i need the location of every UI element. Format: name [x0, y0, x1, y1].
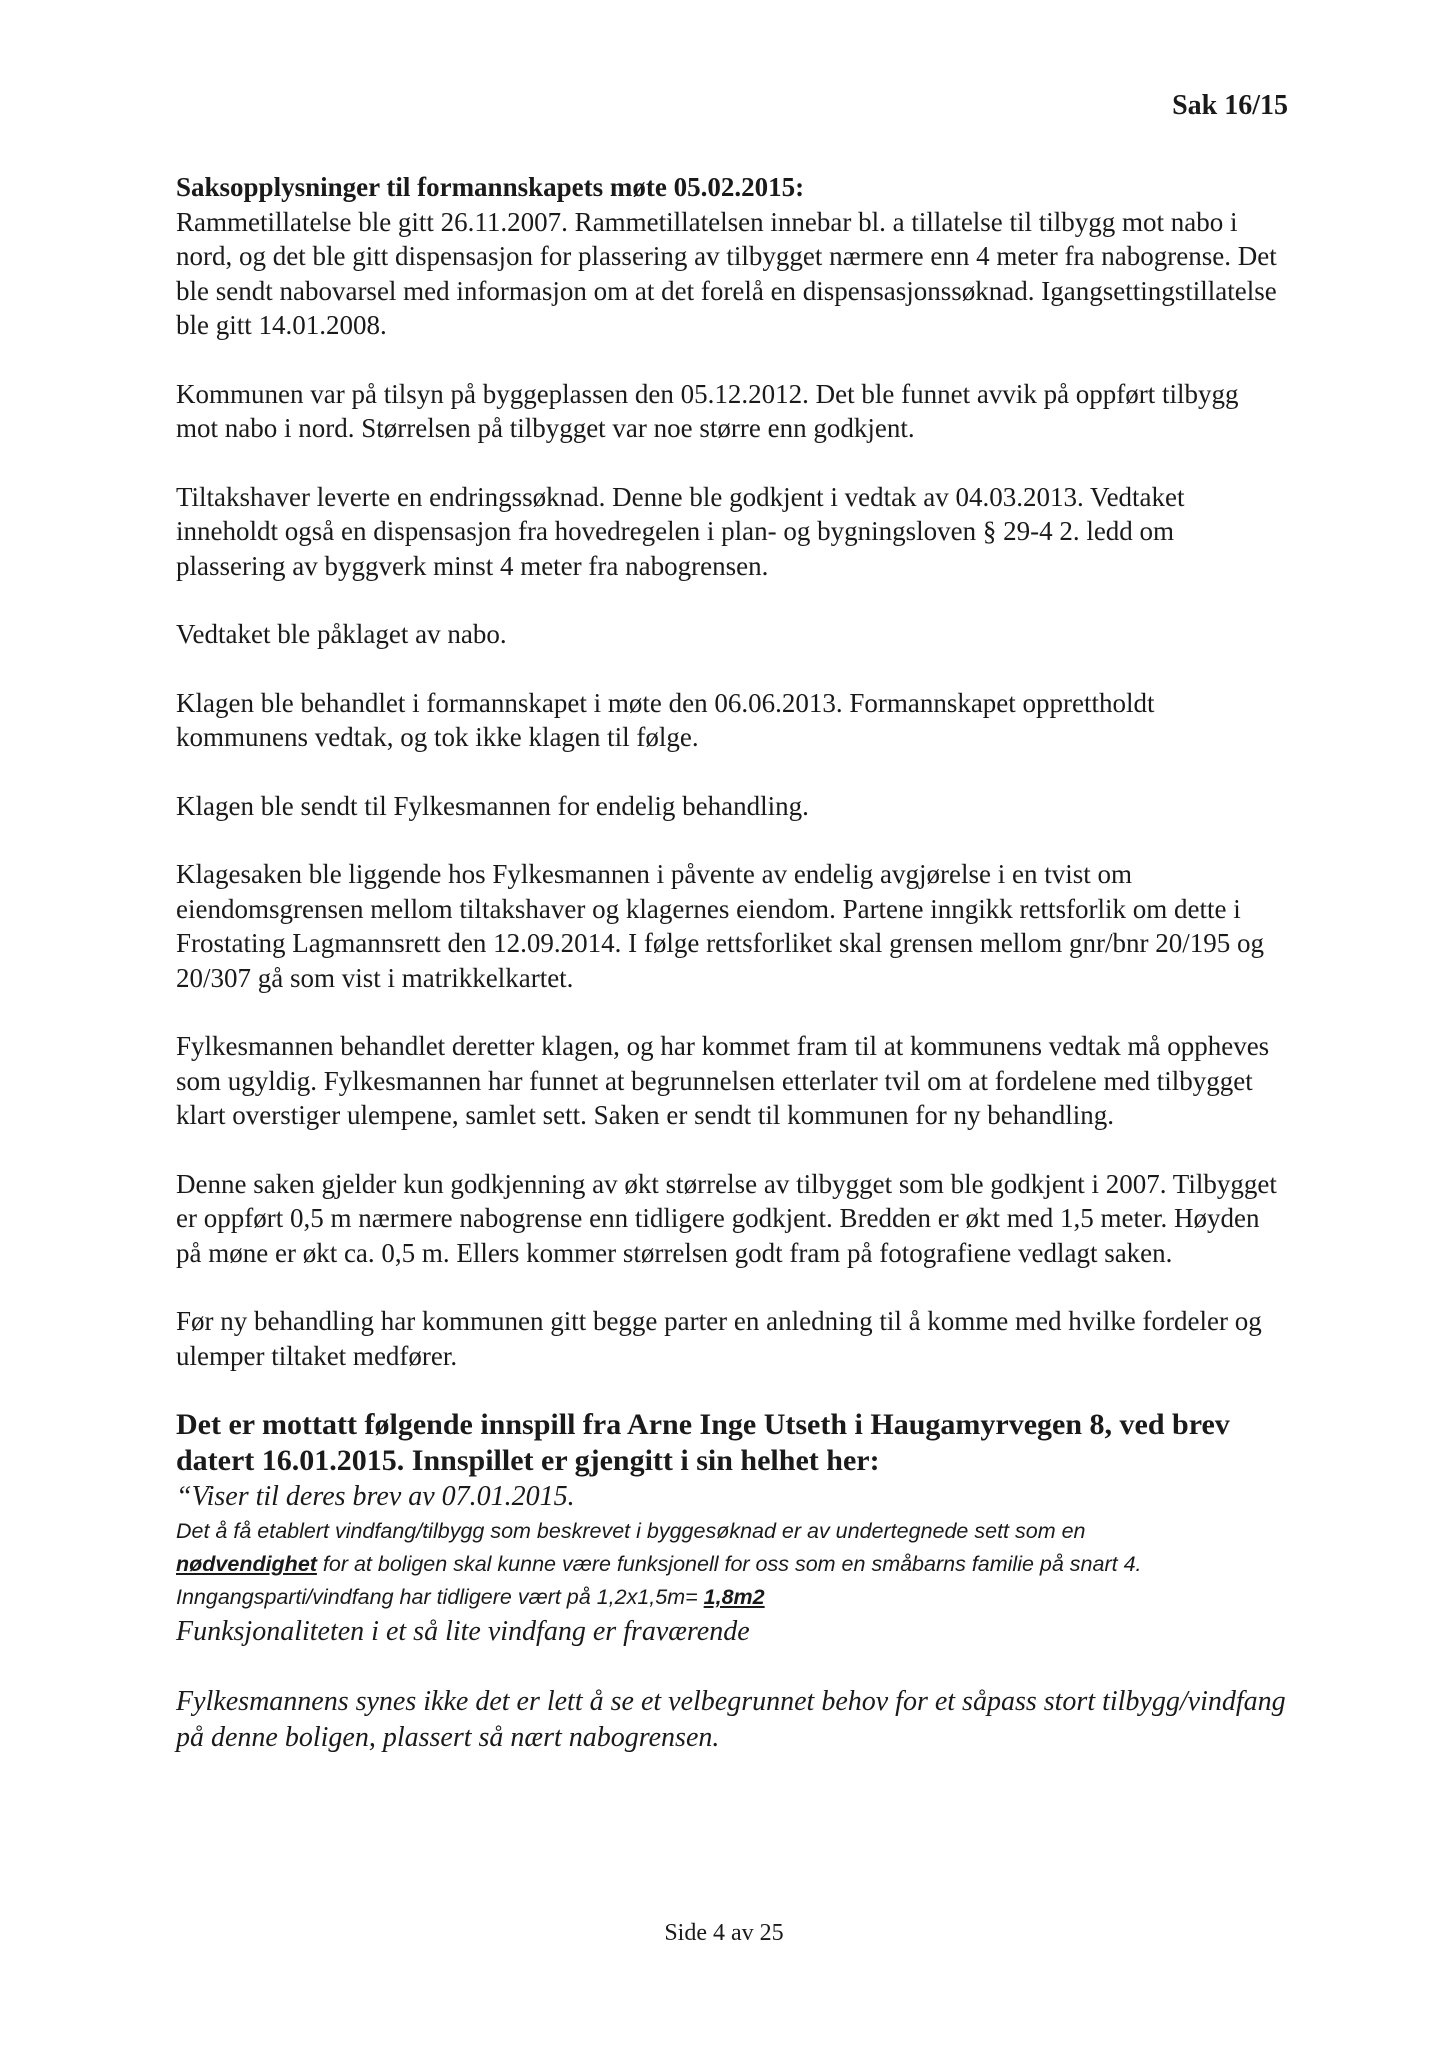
paragraph-permit: Rammetillatelse ble gitt 26.11.2007. Rammetillatelsen innebar bl. a tillatelse til tilbygg mot nabo i nord, og det ble gitt dispensasjon for plassering av tilbygget nærmere enn 4 meter fra nabogrense. Det ble sendt nabovarsel med informasjon om at det forelå en dispensasjonssøknad. Igangsettingstillatelse ble gitt 14.01.2008.	[176, 206, 1277, 340]
input-heading: Det er mottatt følgende innspill fra Arne Inge Utseth i Haugamyrvegen 8, ved brev datert 16.01.2015. Innspillet er gjengitt i sin helhet her:	[176, 1408, 1230, 1477]
quote-line-necessity	[176, 1548, 1286, 1581]
quote-line-county-view: Fylkesmannens synes ikke det er lett å se et velbegrunnet behov for et såpass stort tilbygg/vindfang på denne boligen, plassert så nært nabogrensen.	[176, 1686, 1286, 1753]
paragraph-new-handling: Før ny behandling har kommunen gitt begge parter en anledning til å komme med hvilke fordeler og ulemper tiltaket medfører.	[176, 1306, 1262, 1371]
paragraph-county-decision: Fylkesmannen behandlet deretter klagen, og har kommet fram til at kommunens vedtak må oppheves som ugyldig. Fylkesmannen har funnet at begrunnelsen etterlater tvil om at fordelene med tilbygget klart overstiger ulempene, samlet sett. Saken er sendt til kommunen for ny behandling.	[176, 1031, 1270, 1130]
paragraph-appeal-handled: Klagen ble behandlet i formannskapet i møte den 06.06.2013. Formannskapet opprettholdt kommunens vedtak, og tok ikke klagen til følge.	[176, 687, 1155, 752]
paragraph-sent-to-county: Klagen ble sendt til Fylkesmannen for endelig behandling.	[176, 790, 809, 821]
quote-entrance-text: Inngangsparti/vindfang har tidligere vært på 1,2x1,5m=	[176, 1585, 704, 1609]
paragraph-inspection: Kommunen var på tilsyn på byggeplassen den 05.12.2012. Det ble funnet avvik på oppført tilbygg mot nabo i nord. Størrelsen på tilbygget var noe større enn godkjent.	[176, 378, 1239, 443]
quote-line-purpose: Det å få etablert vindfang/tilbygg som beskrevet i byggesøknad er av undertegnede sett som en	[176, 1519, 1086, 1543]
case-number: Sak 16/15	[1172, 90, 1288, 121]
quote-necessity-rest: for at boligen skal kunne være funksjonell for oss som en småbarns familie på snart 4.	[316, 1552, 1142, 1576]
quote-line-entrance	[176, 1581, 1286, 1614]
page-footer: Side 4 av 25	[664, 1920, 784, 1946]
section-heading: Saksopplysninger til formannskapets møte 05.02.2015:	[176, 172, 805, 202]
paragraph-appeal: Vedtaket ble påklaget av nabo.	[176, 619, 507, 649]
quote-line-intro: “Viser til deres brev av 07.01.2015.	[176, 1481, 575, 1512]
paragraph-dispute: Klagesaken ble liggende hos Fylkesmannen i påvente av endelig avgjørelse i en tvist om eiendomsgrensen mellom tiltakshaver og klagernes eiendom. Partene inngikk rettsforlik om dette i Frostating Lagmannsrett den 12.09.2014. I følge rettsforliket skal grensen mellom gnr/bnr 20/195 og 20/307 gå som vist i matrikkelkartet.	[176, 859, 1265, 993]
quote-spacer	[176, 1650, 1286, 1684]
paragraph-change-application: Tiltakshaver leverte en endringssøknad. Denne ble godkjent i vedtak av 04.03.2013. Vedtaket inneholdt også en dispensasjon fra hovedregelen i plan- og bygningsloven § 29-4 2. ledd om plassering av byggverk minst 4 meter fra nabogrensen.	[176, 481, 1185, 581]
quote-necessity-underlined: nødvendighet	[176, 1552, 317, 1576]
quote-entrance-value: 1,8m2	[703, 1585, 765, 1609]
document-body	[176, 170, 1286, 1756]
paragraph-scope: Denne saken gjelder kun godkjenning av økt størrelse av tilbygget som ble godkjent i 2007. Tilbygget er oppført 0,5 m nærmere nabogrense enn tidligere godkjent. Bredden er økt med 1,5 meter. Høyden på møne er økt ca. 0,5 m. Ellers kommer størrelsen godt fram på fotografiene vedlagt saken.	[176, 1168, 1277, 1268]
quote-line-functionality: Funksjonaliteten i et så lite vindfang er fraværende	[176, 1616, 750, 1647]
